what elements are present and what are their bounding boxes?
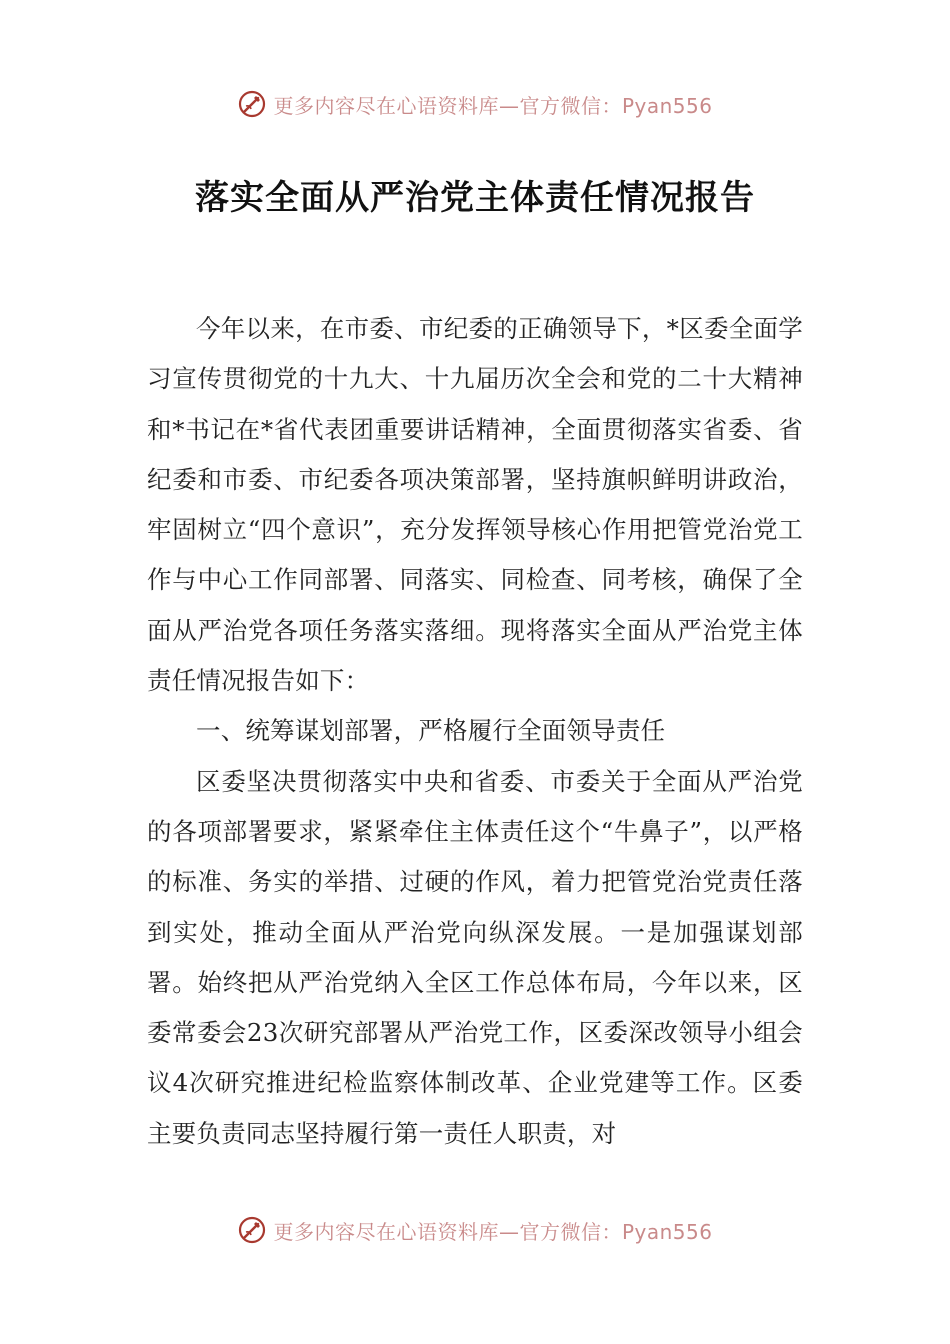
pen-logo-icon [237,89,267,119]
paragraph-section-1: 区委坚决贯彻落实中央和省委、市委关于全面从严治党的各项部署要求，紧紧牵住主体责任这个“牛鼻子”，以严格的标准、务实的举措、过硬的作风，着力把管党治党责任落到实处，推动全面从严治党向纵深发展。一是加强谋划部署。始终把从严治党纳入全区工作总体布局，今年以来，区委常委会23次研究部署从严治党工作，区委深改领导小组会议4次研究推进纪检监察体制改革、企业党建等工作。区委主要负责同志坚持履行第一责任人职责，对 [147,766,803,1148]
pen-logo-icon [237,1215,267,1245]
watermark-text: 更多内容尽在心语资料库—官方微信：Pyan556 [273,1219,713,1244]
watermark-footer [0,1210,950,1250]
paragraph-intro: 今年以来，在市委、市纪委的正确领导下，*区委全面学习宣传贯彻党的十九大、十九届历次全会和党的二十大精神和*书记在*省代表团重要讲话精神，全面贯彻落实省委、省纪委和市委、市纪委各项决策部署，坚持旗帜鲜明讲政治，牢固树立“四个意识”，充分发挥领导核心作用把管党治党工作与中心工作同部署、同落实、同检查、同考核，确保了全面从严治党各项任务落实落细。现将落实全面从严治党主体责任情况报告如下： [147,314,803,696]
watermark-text: 更多内容尽在心语资料库—官方微信：Pyan556 [273,93,713,118]
watermark-header [0,84,950,124]
document-title: 落实全面从严治党主体责任情况报告 [195,178,755,218]
section-heading-1: 一、统筹谋划部署，严格履行全面领导责任 [196,716,666,746]
document-body [147,304,803,1159]
